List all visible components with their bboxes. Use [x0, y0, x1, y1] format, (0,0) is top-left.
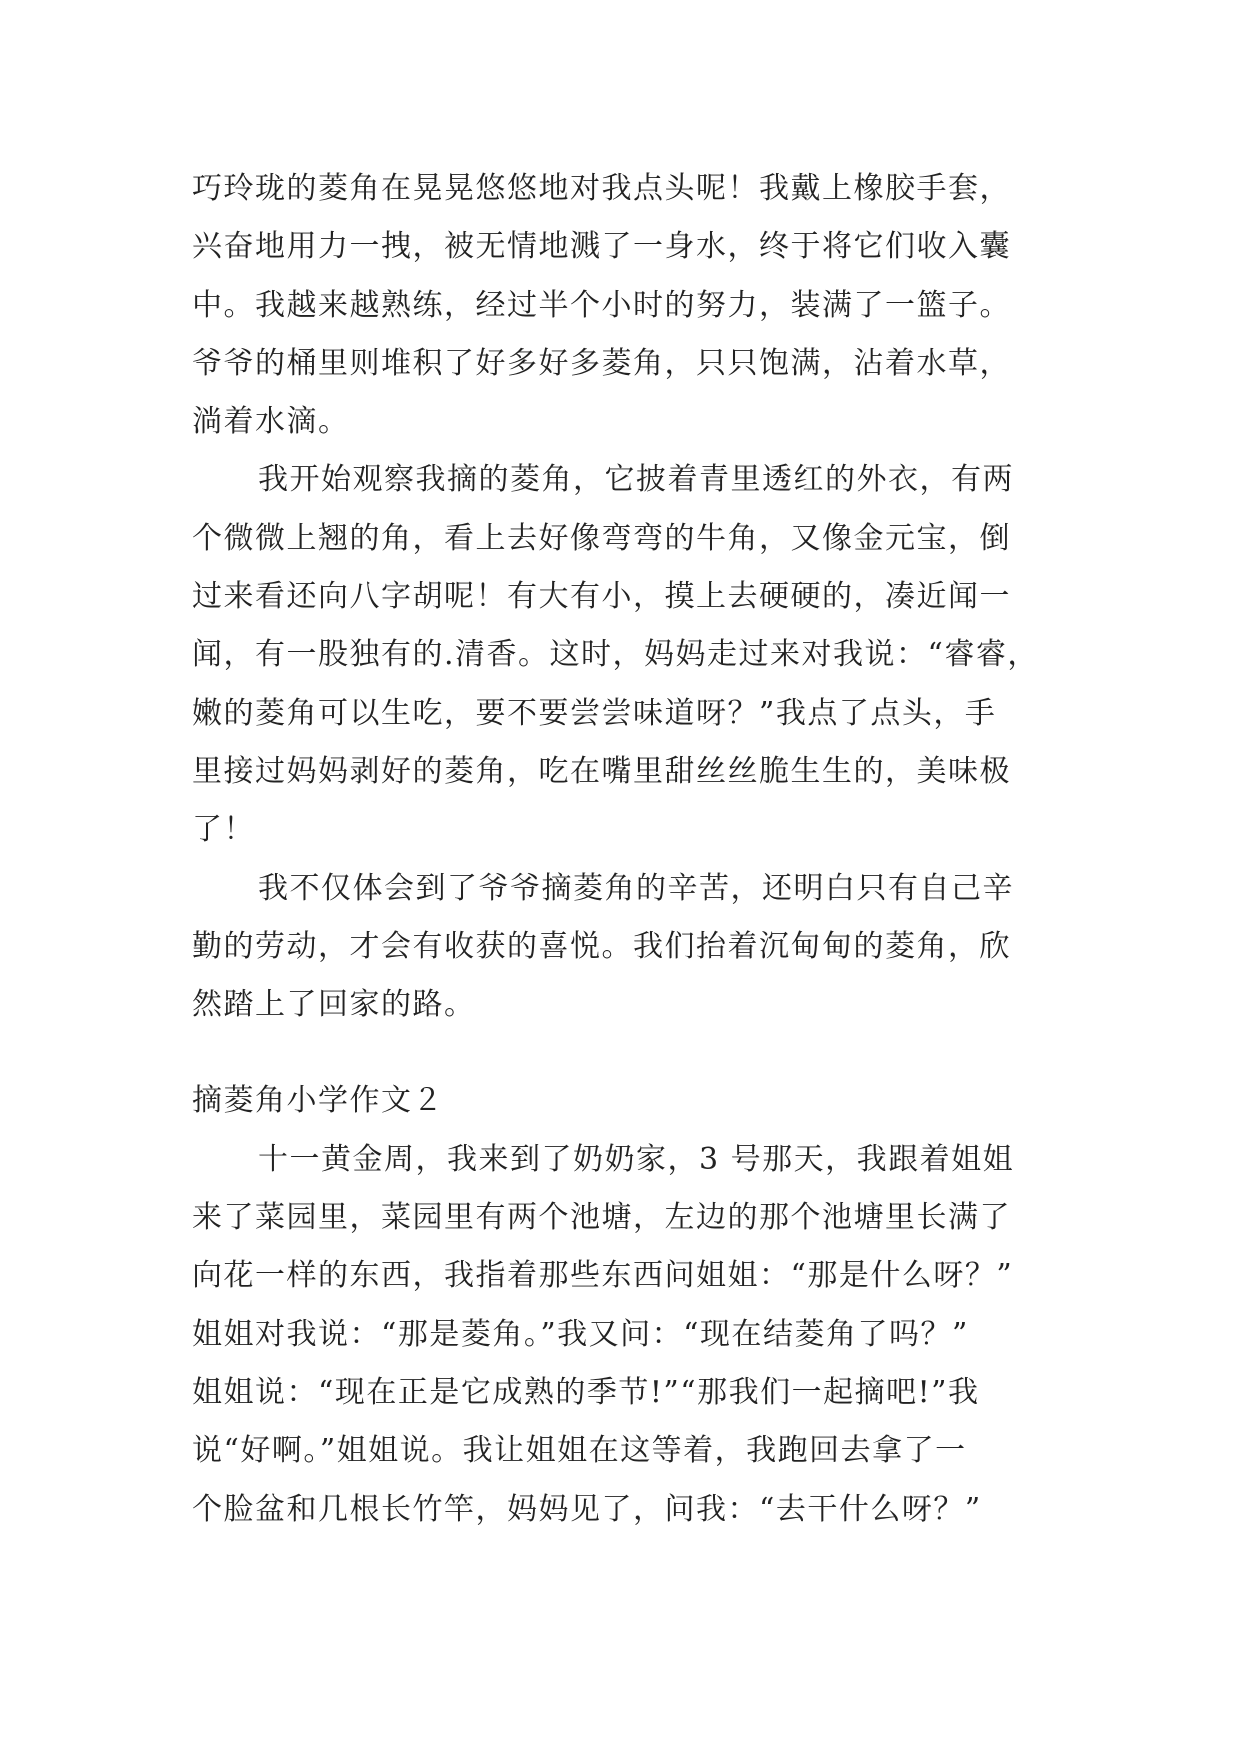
- text-line: 淌着水滴。: [192, 404, 350, 440]
- text-line: 说“好啊。”姐姐说。我让姐姐在这等着，我跑回去拿了一: [192, 1433, 967, 1469]
- text-line: 巧玲珑的菱角在晃晃悠悠地对我点头呢！我戴上橡胶手套，: [192, 171, 1011, 206]
- text-line: 里接过妈妈剥好的菱角，吃在嘴里甜丝丝脆生生的，美味极: [192, 753, 1011, 789]
- text-line: 姐姐说：“现在正是它成熟的季节!”“那我们一起摘吧!”我: [192, 1374, 980, 1410]
- text-line: 过来看还向八字胡呢！有大有小，摸上去硬硬的，凑近闻一: [192, 579, 1011, 615]
- text-line: 闻，有一股独有的.清香。这时，妈妈走过来对我说：“睿睿，: [192, 637, 1039, 673]
- text-line: 个脸盆和几根长竹竿，妈妈见了，问我：“去干什么呀？”: [192, 1491, 982, 1527]
- text-line: 嫩的菱角可以生吃，要不要尝尝味道呀？”我点了点头，手: [192, 695, 997, 731]
- text-line: 爷爷的桶里则堆积了好多好多菱角，只只饱满，沾着水草，: [192, 345, 1011, 381]
- text-line: 来了菜园里，菜园里有两个池塘，左边的那个池塘里长满了: [192, 1200, 1011, 1236]
- text-line: 个微微上翘的角，看上去好像弯弯的牛角，又像金元宝，倒: [192, 520, 1011, 556]
- text-line: 十一黄金周，我来到了奶奶家，3 号那天，我跟着姐姐: [258, 1141, 1015, 1177]
- text-line: 然踏上了回家的路。: [192, 987, 476, 1023]
- paragraph-observation: [192, 451, 1092, 859]
- text-line: 勤的劳动，才会有收获的喜悦。我们抬着沉甸甸的菱角，欣: [192, 928, 1011, 964]
- paragraph-conclusion: [192, 860, 1092, 1035]
- text-line: 我不仅体会到了爷爷摘菱角的辛苦，还明白只有自己辛: [258, 870, 1014, 906]
- essay-heading: 摘菱角小学作文２: [192, 1083, 444, 1119]
- text-line: 向花一样的东西，我指着那些东西问姐姐：“那是什么呀？”: [192, 1258, 1014, 1294]
- text-line: 中。我越来越熟练，经过半个小时的努力，装满了一篮子。: [192, 287, 1011, 323]
- text-line: 兴奋地用力一拽，被无情地溅了一身水，终于将它们收入囊: [192, 229, 1011, 265]
- document-body: [192, 160, 1092, 1539]
- text-line: 我开始观察我摘的菱角，它披着青里透红的外衣，有两: [258, 462, 1014, 498]
- paragraph-continued: [192, 160, 1092, 451]
- text-line: 了！: [192, 812, 255, 848]
- paragraph-essay-2: [192, 1131, 1092, 1539]
- text-line: 姐姐对我说：“那是菱角。”我又问：“现在结菱角了吗？”: [192, 1316, 969, 1352]
